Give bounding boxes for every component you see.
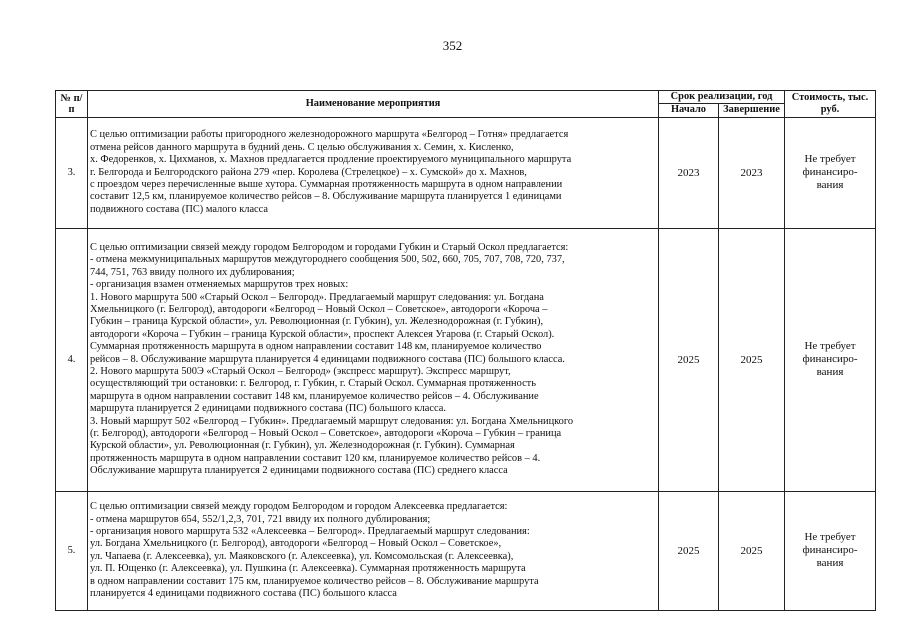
- description-line: Губкин – граница Курской области», ул. Революционная (г. Губкин), ул. Железнодорожная (г. Губкин),: [90, 316, 544, 328]
- table-row: [56, 491, 876, 610]
- cost-text: финансиро-: [802, 166, 858, 179]
- table-row: [56, 228, 876, 491]
- description-line: осуществляющий три остановки: г. Белгород, г. Губкин, г. Старый Оскол. Суммарная протяженность: [90, 378, 536, 390]
- description-line: (г. Белгород), автодороги «Белгород – Новый Оскол – Советское», автодороги «Короча – Губкин – граница: [90, 428, 562, 440]
- cost-text: Не требует: [804, 340, 856, 353]
- description-line: 744, 751, 763 ввиду полного их дублирования;: [90, 266, 295, 278]
- description-line: планируется 4 единицами подвижного состава (ПС) большого класса: [90, 588, 397, 600]
- page-number: 352: [442, 38, 463, 53]
- description-line: ул. Богдана Хмельницкого (г. Белгород), автодороги «Белгород – Новый Оскол – Советское»,: [90, 538, 502, 550]
- description-line: - отмена межмуниципальных маршрутов междугороднего сообщения 500, 502, 660, 705, 707, 708, 720, 737,: [90, 254, 565, 266]
- table-row: [56, 117, 876, 228]
- cost-text: Не требует: [804, 531, 856, 544]
- description-line: С целью оптимизации работы пригородного железнодорожного маршрута «Белгород – Готня» предлагается: [90, 129, 569, 141]
- end-year: 2025: [719, 491, 785, 610]
- header-period: Срок реализации, год: [659, 91, 785, 104]
- cost-text: финансиро-: [802, 353, 858, 366]
- description-line: Хмельницкого (г. Белгород), автодороги «Белгород – Новый Оскол – Советское», автодороги «Короча –: [90, 303, 548, 315]
- cost-cell: [785, 228, 876, 491]
- cost-text: финансиро-: [802, 544, 858, 557]
- description-line: 1. Нового маршрута 500 «Старый Оскол – Белгород». Предлагаемый маршрут следования: ул. Богдана: [90, 291, 544, 303]
- description-line: 3. Новый маршрут 502 «Белгород – Губкин». Предлагаемый маршрут следования: ул. Богдана Хмельницкого: [90, 415, 574, 427]
- header-cost: Стоимость, тыс. руб.: [785, 91, 876, 118]
- description-line: в одном направлении составит 175 км, планируемое количество рейсов – 8. Обслуживание маршрута: [90, 575, 539, 587]
- description-line: отмена рейсов данного маршрута в будний день. С целью обслуживания х. Семин, х. Кисленко,: [90, 141, 514, 153]
- cost-text: Не требует: [804, 153, 856, 166]
- measure-description: [88, 491, 659, 610]
- description-line: маршрута в одном направлении составит 148 км, планируемое количество рейсов – 4. Обслуживание: [90, 390, 539, 402]
- start-year: 2025: [659, 228, 719, 491]
- description-line: С целью оптимизации связей между городом Белгородом и городами Губкин и Старый Оскол предлагается:: [90, 241, 569, 253]
- description-line: х. Федоренков, х. Цихманов, х. Махнов предлагается продление проектируемого муниципального маршрута: [90, 154, 572, 166]
- start-year: 2025: [659, 491, 719, 610]
- row-number: 5.: [56, 491, 88, 610]
- description-line: автодороги «Короча – Губкин – граница Курской области», проспект Алексея Угарова (г. Старый Оскол).: [90, 328, 555, 340]
- cost-cell: [785, 491, 876, 610]
- description-line: ул. Чапаева (г. Алексеевка), ул. Маяковского (г. Алексеевка), ул. Комсомольская (г. Алексеевка),: [90, 550, 514, 562]
- header-num: № п/п: [56, 91, 88, 118]
- description-line: - отмена маршрутов 654, 552/1,2,3, 701, 721 ввиду их полного дублирования;: [90, 513, 431, 525]
- description-line: Суммарная протяженность маршрута в одном направлении составит 148 км, планируемое количество: [90, 341, 542, 353]
- end-year: 2023: [719, 117, 785, 228]
- description-line: составит 12,5 км, планируемое количество рейсов – 8. Обслуживание маршрута планируется 1 единицами: [90, 191, 562, 203]
- measure-description: [88, 228, 659, 491]
- cost-text: вания: [816, 179, 844, 192]
- description-line: Обслуживание маршрута планируется 2 единицами подвижного состава (ПС) среднего класса: [90, 465, 508, 477]
- measure-description: [88, 117, 659, 228]
- row-number: 4.: [56, 228, 88, 491]
- header-name: Наименование мероприятия: [88, 91, 659, 118]
- description-line: г. Белгорода и Белгородского района 279 «пер. Королева (Стрелецкое) – х. Сумской» до х. Махнов,: [90, 166, 527, 178]
- description-line: протяженность маршрута в одном направлении составит 120 км, планируемое количество рейсов – 4.: [90, 452, 541, 464]
- row-number: 3.: [56, 117, 88, 228]
- description-line: С целью оптимизации связей между городом Белгородом и городом Алексеевка предлагается:: [90, 501, 508, 513]
- description-line: 2. Нового маршрута 500Э «Старый Оскол – Белгород» (экспресс маршрут). Экспресс маршрут,: [90, 366, 511, 378]
- header-start: Начало: [659, 104, 719, 117]
- cost-text: вания: [816, 366, 844, 379]
- description-line: - организация взамен отменяемых маршрутов трех новых:: [90, 279, 349, 291]
- cost-text: вания: [816, 557, 844, 570]
- description-line: с проездом через перечисленные выше хутора. Суммарная протяженность маршрута в одном направлении: [90, 179, 563, 191]
- end-year: 2025: [719, 228, 785, 491]
- measures-table: [55, 90, 876, 611]
- description-line: маршрута планируется 2 единицами подвижного состава (ПС) большого класса.: [90, 403, 446, 415]
- description-line: рейсов – 8. Обслуживание маршрута планируется 4 единицами подвижного состава (ПС) большого класса.: [90, 353, 565, 365]
- description-line: Курской области», ул. Революционная (г. Губкин), ул. Железнодорожная (г. Губкин). Суммарная: [90, 440, 515, 452]
- description-line: ул. П. Ющенко (г. Алексеевка), ул. Пушкина (г. Алексеевка). Суммарная протяженность маршрута: [90, 563, 526, 575]
- description-line: - организация нового маршрута 532 «Алексеевка – Белгород». Предлагаемый маршрут следования:: [90, 526, 530, 537]
- description-line: подвижного состава (ПС) малого класса: [90, 203, 269, 215]
- header-end: Завершение: [719, 104, 785, 117]
- cost-cell: [785, 117, 876, 228]
- start-year: 2023: [659, 117, 719, 228]
